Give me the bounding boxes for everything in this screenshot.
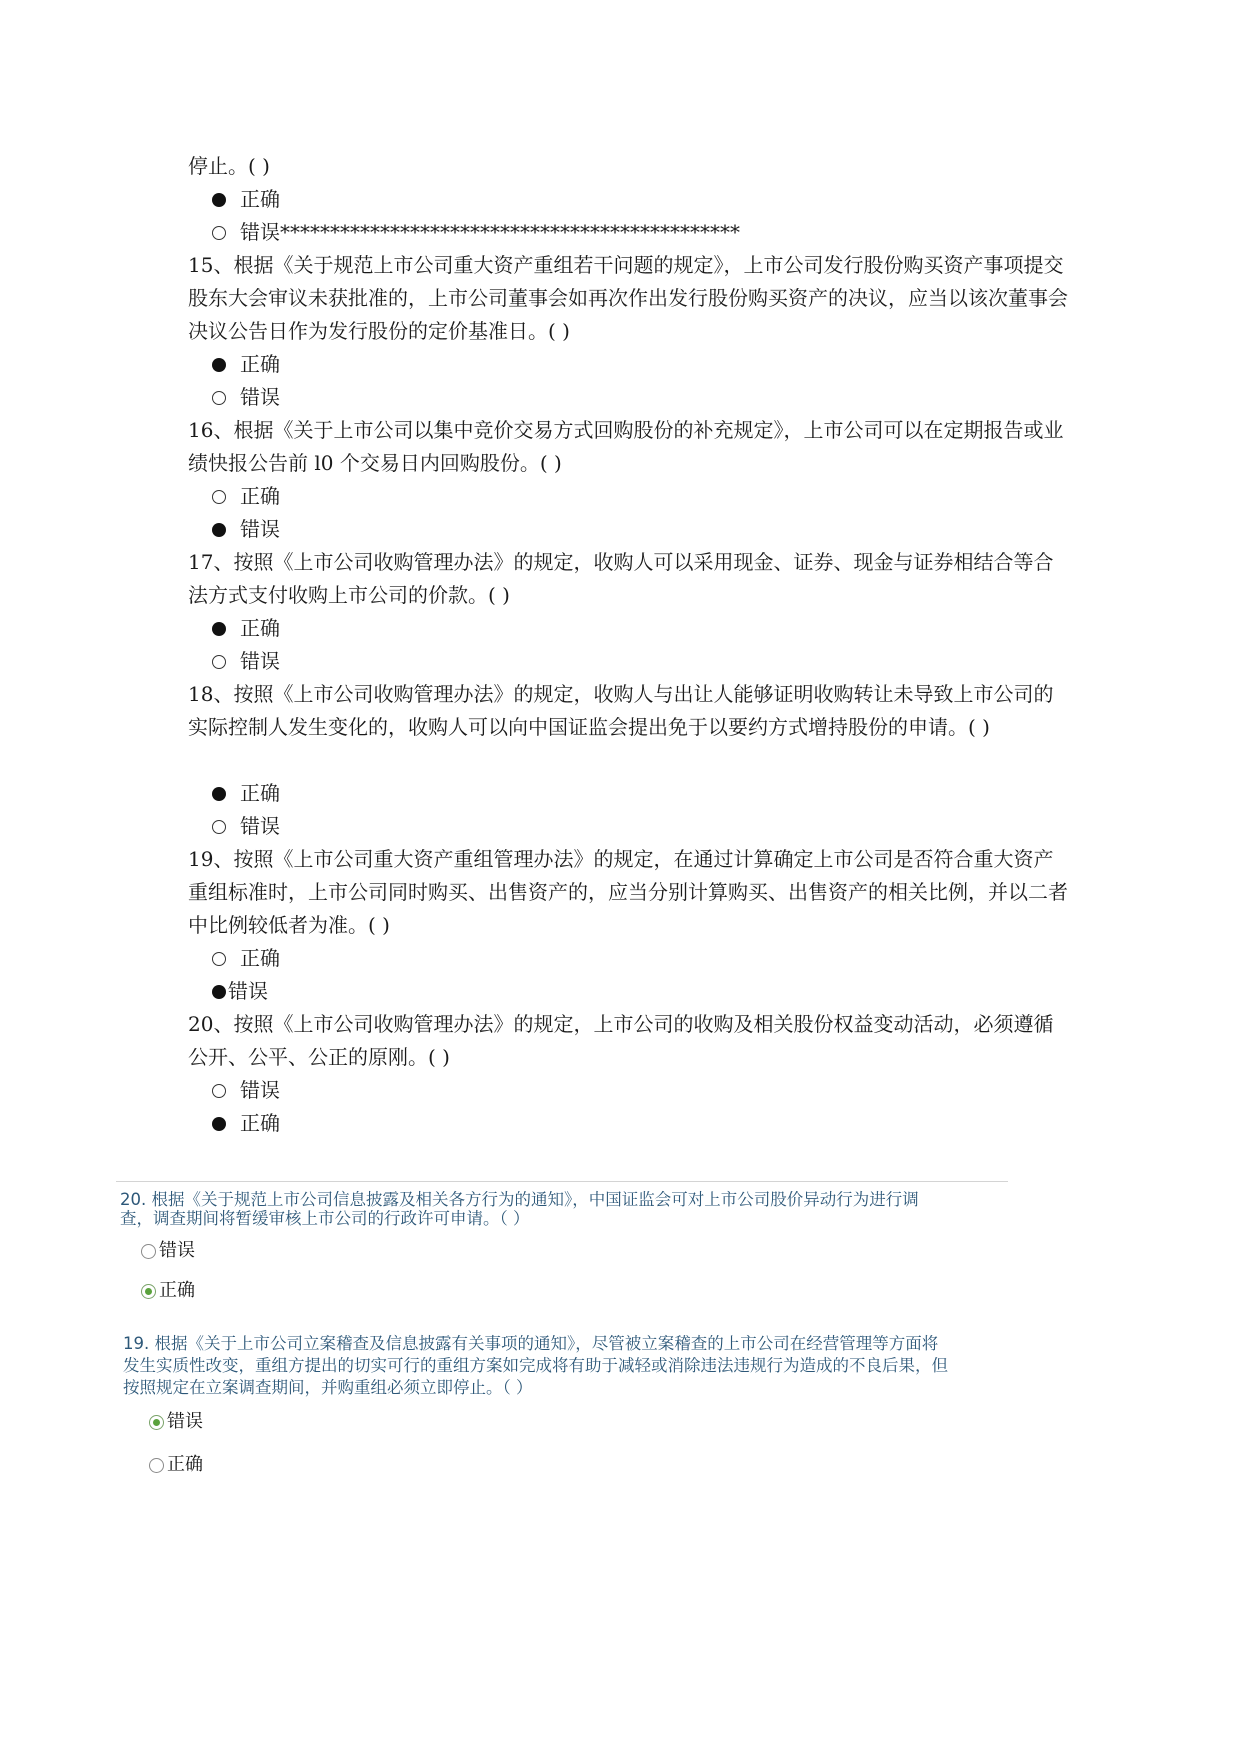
q14-option-wrong: [212, 216, 740, 249]
option-label: 正确: [240, 484, 280, 508]
divider-line: [116, 1181, 1008, 1182]
screenshot-q20-option-wrong[interactable]: [141, 1239, 195, 1263]
option-label: 正确: [159, 1280, 195, 1301]
filled-bullet-icon: [212, 1117, 226, 1131]
filled-bullet-icon: [212, 523, 226, 537]
screenshot-q19-option-wrong[interactable]: [149, 1410, 203, 1434]
option-label: 错误: [240, 1078, 280, 1102]
radio-unselected-icon[interactable]: [149, 1458, 164, 1473]
radio-selected-icon[interactable]: [149, 1415, 164, 1430]
option-label: 错误: [240, 517, 280, 541]
option-label: 错误: [228, 979, 268, 1003]
q17-option-1: [212, 612, 280, 645]
radio-selected-icon[interactable]: [141, 1284, 156, 1299]
empty-bullet-icon: [212, 952, 226, 966]
filled-bullet-icon: [212, 622, 226, 636]
empty-bullet-icon: [212, 490, 226, 504]
screenshot-q20-line1: 20. 根据《关于规范上市公司信息披露及相关各方行为的通知》，中国证监会可对上市公司股价异动行为进行调: [120, 1190, 919, 1209]
option-label: 错误**********************************************: [240, 220, 740, 244]
q16-text: 16、根据《关于上市公司以集中竞价交易方式回购股份的补充规定》，上市公司可以在定期报告或业绩快报公告前 l0 个交易日内回购股份。( ): [188, 418, 1064, 475]
q18-option-1: [212, 777, 280, 810]
option-label: 正确: [240, 946, 280, 970]
q18-text: 18、按照《上市公司收购管理办法》的规定，收购人与出让人能够证明收购转让未导致上市公司的实际控制人发生变化的，收购人可以向中国证监会提出免于以要约方式增持股份的申请。( ): [188, 682, 1054, 739]
empty-bullet-icon: [212, 391, 226, 405]
q16-option-1: [212, 480, 280, 513]
q16-option-2: [212, 513, 280, 546]
option-label: 正确: [240, 1111, 280, 1135]
empty-bullet-icon: [212, 1084, 226, 1098]
option-label: 正确: [167, 1454, 203, 1475]
q20-text: 20、按照《上市公司收购管理办法》的规定，上市公司的收购及相关股份权益变动活动，必须遵循公开、公平、公正的原刚。( ): [188, 1012, 1054, 1069]
empty-bullet-icon: [212, 820, 226, 834]
empty-bullet-icon: [212, 226, 226, 240]
option-label: 正确: [240, 352, 280, 376]
q19-option-2: [212, 975, 268, 1008]
option-label: 正确: [240, 781, 280, 805]
screenshot-q19-line3: 按照规定在立案调查期间，并购重组必须立即停止。（ ）: [123, 1378, 533, 1397]
filled-bullet-icon: [212, 358, 226, 372]
screenshot-q19-line2: 发生实质性改变，重组方提出的切实可行的重组方案如完成将有助于减轻或消除违法违规行为造成的不良后果，但: [123, 1356, 948, 1375]
empty-bullet-icon: [212, 655, 226, 669]
radio-unselected-icon[interactable]: [141, 1244, 156, 1259]
q15-text: 15、根据《关于规范上市公司重大资产重组若干问题的规定》，上市公司发行股份购买资产事项提交股东大会审议未获批准的，上市公司董事会如再次作出发行股份购买资产的决议，应当以该次董事会决议公告日作为发行股份的定价基准日。( ): [188, 253, 1068, 343]
screenshot-q20-line2: 查，调查期间将暂缓审核上市公司的行政许可申请。（ ）: [120, 1209, 530, 1228]
q19-option-1: [212, 942, 280, 975]
q20-option-2: [212, 1107, 280, 1140]
q14-tail-text: 停止。( ): [188, 154, 270, 178]
q15-option-1: [212, 348, 280, 381]
filled-bullet-icon: [212, 787, 226, 801]
q18-option-2: [212, 810, 280, 843]
filled-bullet-icon: [212, 193, 226, 207]
option-label: 错误: [240, 814, 280, 838]
q17-text: 17、按照《上市公司收购管理办法》的规定，收购人可以采用现金、证券、现金与证券相结合等合法方式支付收购上市公司的价款。( ): [188, 550, 1054, 607]
screenshot-q20-option-correct[interactable]: [141, 1279, 195, 1303]
option-label: 错误: [167, 1411, 203, 1432]
filled-bullet-icon: [212, 985, 226, 999]
q17-option-2: [212, 645, 280, 678]
option-label: 错误: [240, 385, 280, 409]
option-label: 正确: [240, 187, 280, 211]
q15-option-2: [212, 381, 280, 414]
screenshot-q19-option-correct[interactable]: [149, 1453, 203, 1477]
option-label: 错误: [159, 1240, 195, 1261]
q14-option-correct: [212, 183, 280, 216]
option-label: 错误: [240, 649, 280, 673]
q20-option-1: [212, 1074, 280, 1107]
option-label: 正确: [240, 616, 280, 640]
screenshot-q19-line1: 19. 根据《关于上市公司立案稽查及信息披露有关事项的通知》，尽管被立案稽查的上市公司在经营管理等方面将: [123, 1334, 939, 1353]
q19-text: 19、按照《上市公司重大资产重组管理办法》的规定，在通过计算确定上市公司是否符合重大资产重组标准时，上市公司同时购买、出售资产的，应当分别计算购买、出售资产的相关比例，并以二者中比例较低者为准。( ): [188, 847, 1068, 937]
